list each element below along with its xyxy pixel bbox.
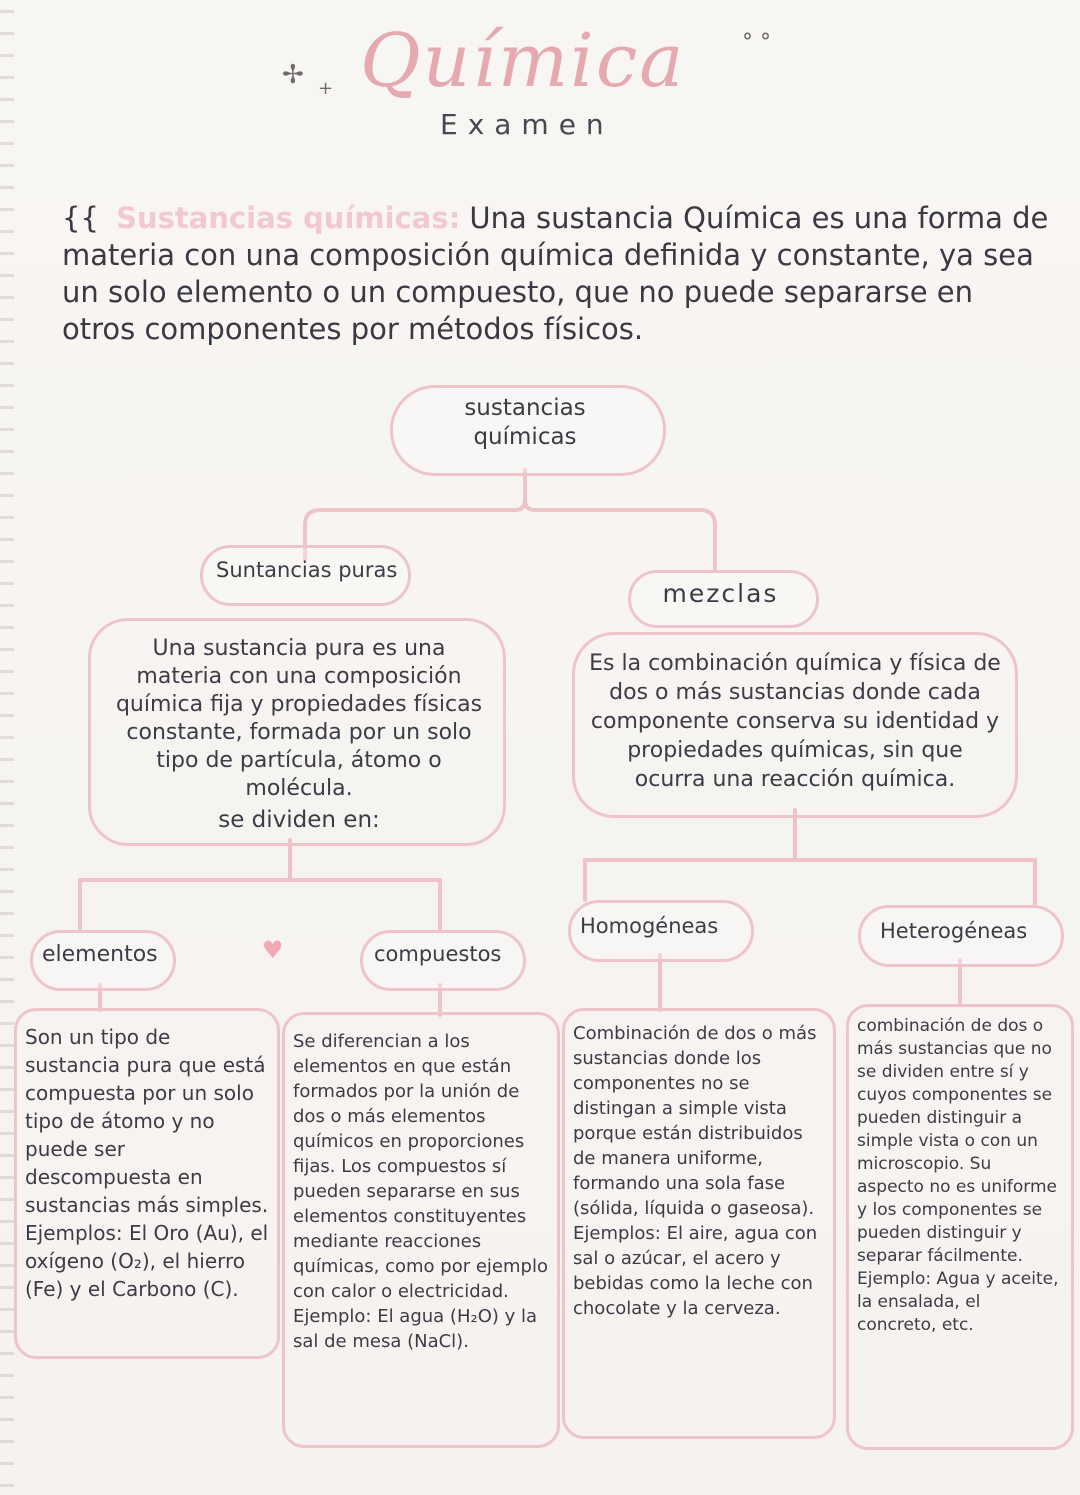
page-subtitle: Examen (440, 108, 614, 141)
pure-to-compounds-line (290, 880, 440, 930)
pure-description: Una sustancia pura es una materia con una composición química fija y propiedades físicas constante, formada por un solo tipo de partícula, átomo o molécula. (115, 636, 483, 801)
heart-icon: ♥ (262, 936, 284, 964)
mix-to-heterog-line (795, 860, 1035, 905)
bracket-icon: {{ (62, 201, 99, 235)
homog-box (562, 1008, 836, 1439)
pure-to-elements-line (80, 840, 290, 930)
elements-description: Son un tipo de sustancia pura que está compuesta por un solo tipo de átomo y no puede ser descompuesta en sustancias más simples. Ejemplos: El Oro (Au), el oxígeno (O₂), el hierro (Fe) y el Carbono (C). (25, 1025, 269, 1301)
mix-box (572, 632, 1018, 818)
heterog-description: combinación de dos o más sustancias que no se dividen entre sí y cuyos componentes se pueden distinguir a simple vista o con un microscopio. Su aspecto no es uniforme y los componentes se pueden distinguir y separar fácilmente. Ejemplo: Agua y aceite, la ensalada, el concreto, etc. (857, 1016, 1059, 1335)
compounds-box (282, 1012, 560, 1448)
compounds-label: compuestos (374, 942, 502, 966)
page-title: Química (360, 18, 686, 104)
intro-lead: Sustancias químicas: (116, 201, 461, 235)
pure-label: Suntancias puras (216, 558, 398, 582)
homog-label: Homogéneas (580, 914, 719, 938)
homog-description: Combinación de dos o más sustancias donde los componentes no se distingan a simple vista porque están distribuidos de manera uniforme, formando una sola fase (sólida, líquida o gaseosa). Ejemplos: El aire, agua con sal o azúcar, el acero y bebidas como la leche con chocolate y la cerveza. (573, 1023, 818, 1319)
mix-to-homog-line (585, 810, 795, 900)
intro-text: Una sustancia Química es una forma de materia con una composición química definida y constante, ya sea un solo elemento o un compuesto, que no puede separarse en otros componentes por métodos físicos. (62, 201, 1049, 346)
heterog-box (846, 1004, 1074, 1450)
sparkle-icon: ✢ (282, 60, 304, 90)
heterog-label: Heterogéneas (880, 919, 1028, 943)
mix-label: mezclas (662, 579, 779, 608)
plus-icon: + (318, 78, 334, 99)
pure-divide: se dividen en: (218, 807, 380, 833)
root-label: sustancias químicas (464, 395, 586, 450)
elements-label: elementos (42, 942, 158, 967)
root-to-mix-line (525, 500, 715, 570)
bubbles-icon: ° ° (742, 30, 771, 55)
pure-box (88, 618, 506, 846)
elements-box (14, 1008, 280, 1359)
mix-description: Es la combinación química y física de dos o más sustancias donde cada componente conserva su identidad y propiedades químicas, sin que ocurra una reacción química. (589, 651, 1001, 792)
compounds-description: Se diferencian a los elementos en que están formados por la unión de dos o más elementos químicos en proporciones fijas. Los compuestos sí pueden separarse en sus elementos constituyentes mediante reacciones químicas, como por ejemplo con calor o electricidad. Ejemplo: El agua (H₂O) y la sal de mesa (NaCl). (293, 1031, 548, 1352)
